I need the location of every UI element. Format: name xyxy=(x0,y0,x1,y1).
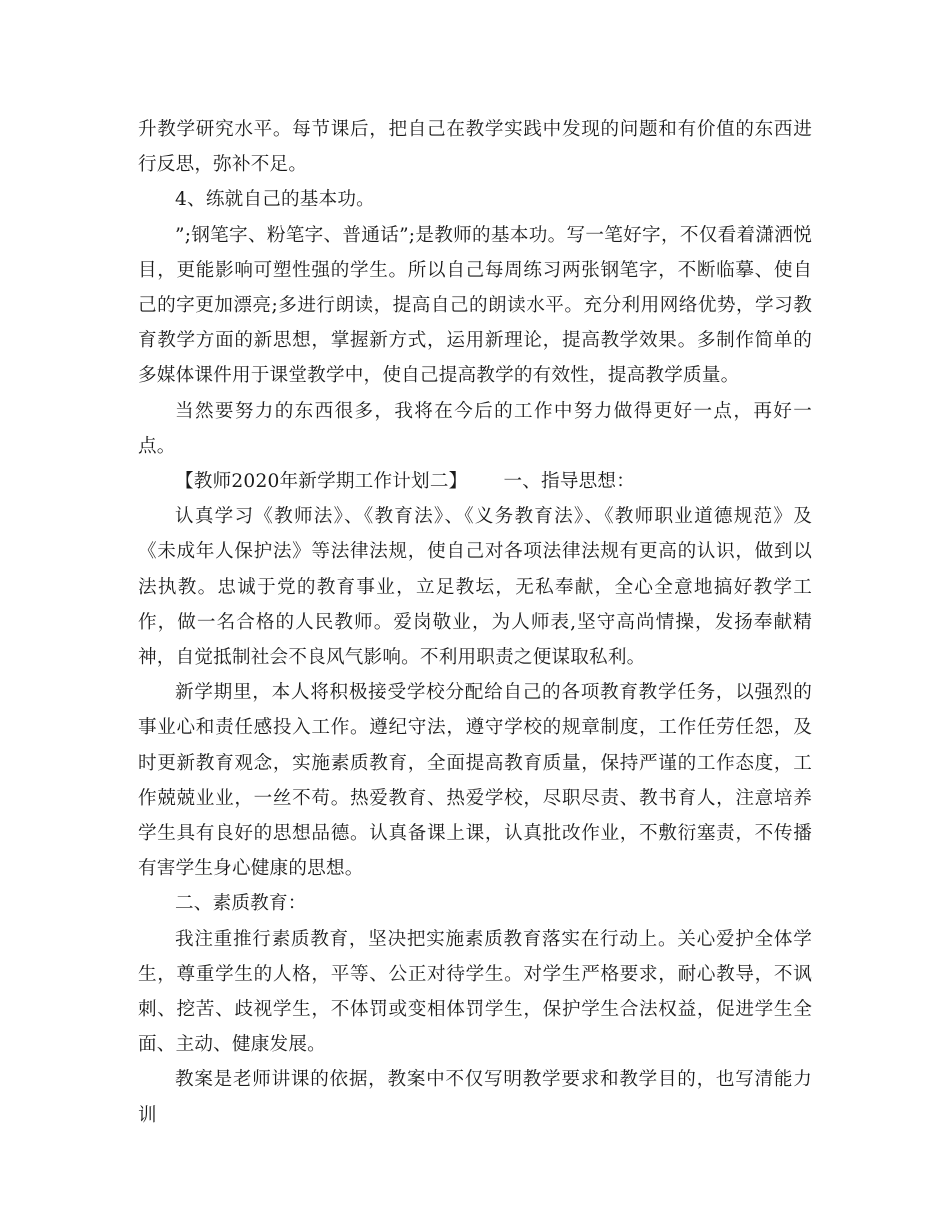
paragraph-basic-skills: ”;钢笔字、粉笔字、普通话”;是教师的基本功。写一笔好字，不仅看着潇洒悦目，更能影响可塑性强的学生。所以自己每周练习两张钢笔字，不断临摹、使自己的字更加漂亮;多进行朗读，提高自己的朗读水平。充分利用网络优势，学习教育教学方面的新思想，掌握新方式，运用新理论，提高教学效果。多制作简单的多媒体课件用于课堂教学中，使自己提高教学的有效性，提高教学质量。 xyxy=(138,224,812,387)
paragraph-teaching-research: 升教学研究水平。每节课后，把自己在教学实践中发现的问题和有价值的东西进行反思，弥补不足。 xyxy=(138,119,812,176)
section-heading-line xyxy=(138,464,812,499)
section-subtitle: 一、指导思想： xyxy=(503,471,636,493)
paragraph-laws-study: 认真学习《教师法》、《教育法》、《义务教育法》、《教师职业道德规范》及《未成年人保护法》等法律法规，使自己对各项法律法规有更高的认识，做到以法执教。忠诚于党的教育事业，立足教坛，无私奉献，全心全意地搞好教学工作，做一名合格的人民教师。爱岗敬业，为人师表,坚守高尚情操，发扬奉献精神，自觉抵制社会不良风气影响。不利用职责之便谋取私利。 xyxy=(138,506,812,669)
paragraph-conclusion: 当然要努力的东西很多，我将在今后的工作中努力做得更好一点，再好一点。 xyxy=(138,400,812,457)
paragraph-quality-education: 我注重推行素质教育，坚决把实施素质教育落实在行动上。关心爱护全体学生，尊重学生的人格，平等、公正对待学生。对学生严格要求，耐心教导，不讽刺、挖苦、歧视学生，不体罚或变相体罚学生，保护学生合法权益，促进学生全面、主动、健康发展。 xyxy=(138,928,812,1056)
paragraph-lesson-plan: 教案是老师讲课的依据，教案中不仅写明教学要求和教学目的，也写清能力训 xyxy=(138,1069,812,1126)
paragraph-new-semester: 新学期里，本人将积极接受学校分配给自己的各项教育教学任务，以强烈的事业心和责任感投入工作。遵纪守法，遵守学校的规章制度，工作任劳任怨，及时更新教育观念，实施素质教育，全面提高教育质量，保持严谨的工作态度，工作兢兢业业，一丝不苟。热爱教育、热爱学校，尽职尽责、教书育人，注意培养学生具有良好的思想品德。认真备课上课，认真批改作业，不敷衍塞责，不传播有害学生身心健康的思想。 xyxy=(138,682,812,880)
paragraph-basic-skills-heading: 4、练就自己的基本功。 xyxy=(175,189,375,211)
document-body xyxy=(138,112,812,1133)
paragraph-quality-education-heading: 二、素质教育： xyxy=(175,893,307,915)
section-title: 【教师2020年新学期工作计划二】 xyxy=(175,471,468,493)
